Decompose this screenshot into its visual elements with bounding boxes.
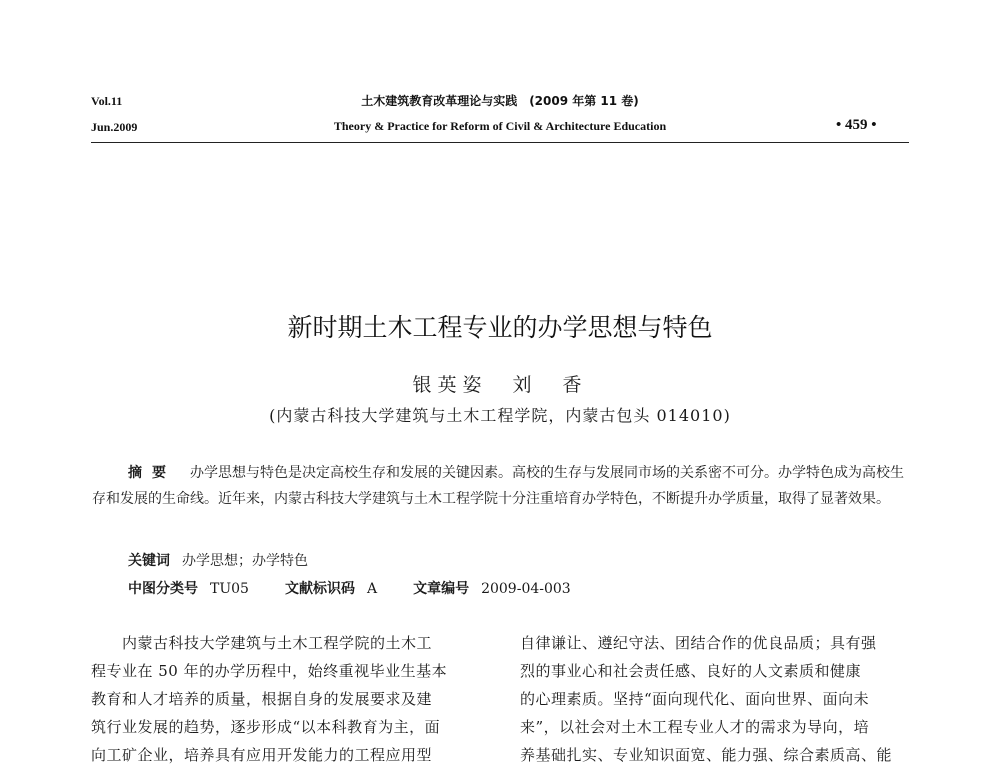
journal-title-english: Theory & Practice for Reform of Civil & Architecture Education [333, 119, 667, 133]
body-line: 教育和人才培养的质量，根据自身的发展要求及建 [91, 690, 433, 708]
doc-code-label: 文献标识码 [284, 581, 355, 597]
abstract-text: 办学思想与特色是决定高校生存和发展的关键因素。高校的生存与发展同市场的关系密不可分。办学特色成为高校生存和发展的生命线。近年来，内蒙古科技大学建筑与土木工程学院十分注重培育办学特色，不断提升办学质量，取得了显著效果。 [92, 465, 904, 507]
page-number: • 459 • [836, 117, 877, 133]
keywords-value: 办学思想；办学特色 [182, 553, 308, 569]
article-number-value: 2009-04-003 [481, 581, 571, 597]
clc-label: 中图分类号 [128, 581, 198, 597]
abstract-label: 摘要 [128, 465, 176, 481]
affiliation: (内蒙古科技大学建筑与土木工程学院，内蒙古包头 014010) [269, 406, 731, 425]
body-line: 的心理素质。坚持“面向现代化、面向世界、面向未 [520, 690, 870, 708]
body-line: 烈的事业心和社会责任感、良好的人文素质和健康 [520, 662, 862, 680]
paper-title: 新时期土木工程专业的办学思想与特色 [287, 313, 713, 342]
volume-number: Vol.11 [91, 94, 123, 108]
classification-line [128, 578, 571, 598]
header-divider [91, 142, 909, 143]
issue-date: Jun.2009 [91, 120, 138, 134]
body-column-right [520, 629, 914, 769]
body-line: 向工矿企业，培养具有应用开发能力的工程应用型 [91, 746, 433, 764]
keywords-label: 关键词 [128, 553, 170, 569]
body-line: 自律谦让、遵纪守法、团结合作的优良品质；具有强 [520, 634, 877, 652]
body-line: 来”，以社会对土木工程专业人才的需求为导向，培 [520, 718, 870, 736]
body-line: 程专业在 50 年的办学历程中，始终重视毕业生基本 [91, 662, 448, 680]
body-line: 筑行业发展的趋势，逐步形成“以本科教育为主，面 [91, 718, 441, 736]
article-number-label: 文章编号 [413, 581, 470, 597]
authors: 银英姿 刘 香 [412, 374, 588, 396]
body-line: 内蒙古科技大学建筑与土木工程学院的土木工 [91, 634, 433, 652]
body-column-left [91, 629, 485, 769]
clc-value: TU05 [210, 581, 249, 597]
abstract [92, 460, 914, 512]
journal-title-chinese: 土木建筑教育改革理论与实践 (2009 年第 11 卷) [361, 94, 639, 108]
doc-code-value: A [366, 581, 378, 597]
body-line: 养基础扎实、专业知识面宽、能力强、综合素质高、能 [520, 746, 893, 764]
keywords-line [128, 550, 308, 570]
